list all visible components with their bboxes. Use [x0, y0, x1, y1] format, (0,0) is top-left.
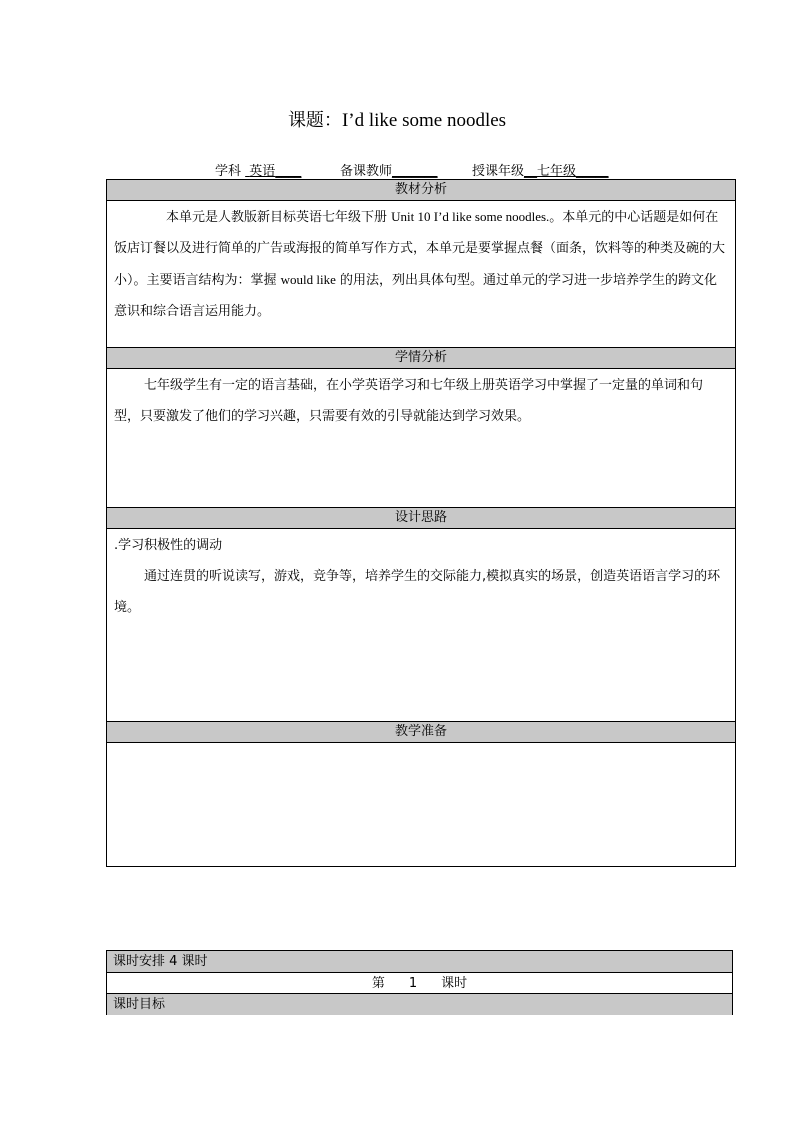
schedule-arrangement: 课时安排 4 课时: [113, 954, 208, 969]
student-analysis-content: [114, 370, 727, 432]
textbook-analysis-content: [114, 201, 727, 327]
textbook-analysis-header: 教材分析: [107, 180, 735, 201]
schedule-table: [106, 950, 733, 1015]
textbook-text-part3: 的用法，列出具体句型。通过单元的学习进一步培养学生的跨文化意识和综合语言运用能力。: [114, 273, 718, 319]
teacher-label: 备课教师: [340, 164, 393, 179]
textbook-text-part1: 本单元是人教版新目标英语七年级下册: [166, 210, 392, 225]
textbook-analysis-text: [114, 201, 727, 327]
textbook-text-part2: 。本单元的中心话题是如何在饭店订餐以及进行简单的广告或海报的简单写作方式，本单元是要掌握点餐（面条，饮料等的种类及碗的大小）。主要语言结构为：掌握: [114, 210, 726, 288]
title-name: I’d like some noodles: [341, 110, 507, 131]
grade-field: [472, 160, 609, 179]
lesson-prefix: 第: [371, 976, 385, 991]
student-analysis-text: 七年级学生有一定的语言基础，在小学英语学习和七年级上册英语学习中掌握了一定量的单词和句型，只要激发了他们的学习兴趣，只需要有效的引导就能达到学习效果。: [114, 378, 704, 424]
teaching-prep-header: 教学准备: [107, 721, 735, 743]
teacher-value: _______: [392, 164, 438, 179]
page-title: [0, 106, 794, 132]
lesson-number-row: [107, 972, 732, 994]
objectives-label: 课时目标: [113, 997, 166, 1012]
subject-label: 学科: [215, 164, 242, 179]
subject-value-text: 英语: [249, 164, 276, 179]
lesson-number: 1: [408, 976, 418, 991]
design-idea-line1: .学习积极性的调动: [114, 538, 223, 553]
textbook-would-like: would like: [280, 272, 336, 287]
teacher-field: [340, 160, 438, 179]
design-idea-content: [114, 530, 727, 623]
title-prefix: 课题：: [287, 110, 342, 131]
lesson-plan-table: [106, 179, 736, 867]
subject-field: [215, 160, 301, 179]
grade-value: __七年级_____: [524, 164, 609, 179]
grade-label: 授课年级: [472, 164, 525, 179]
student-analysis-header: 学情分析: [107, 347, 735, 369]
objectives-row: [107, 993, 732, 1015]
textbook-unit-title: Unit 10 I’d like some noodles.: [391, 209, 550, 224]
design-idea-line2: 通过连贯的听说读写，游戏，竞争等，培养学生的交际能力,模拟真实的场景，创造英语语言学习的环境。: [114, 569, 721, 615]
lesson-suffix: 课时: [441, 976, 468, 991]
grade-value-text: 七年级: [537, 164, 577, 179]
schedule-arrangement-row: [107, 951, 732, 972]
design-idea-header: 设计思路: [107, 507, 735, 529]
subject-value: 英语____: [249, 164, 302, 179]
